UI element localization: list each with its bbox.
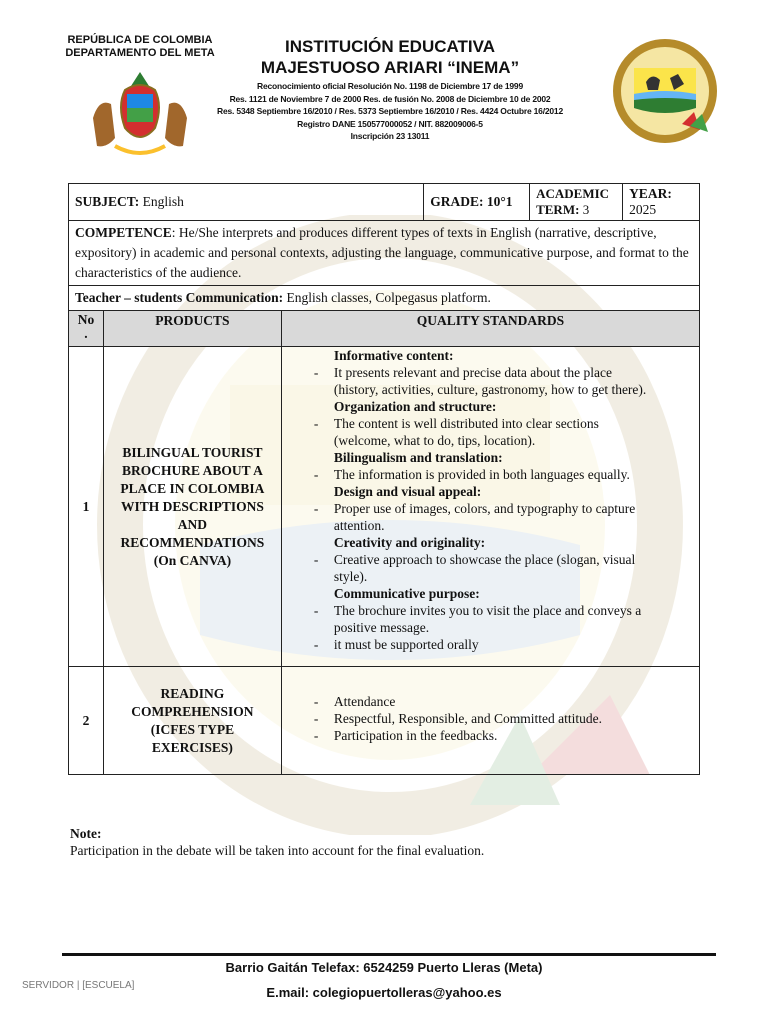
standard-item: - Proper use of images, colors, and typography to capture	[313, 501, 636, 516]
term-label: ACADEMIC	[536, 186, 610, 201]
standard-item: - it must be supported orally	[313, 637, 479, 652]
grade-value: 10°1	[486, 194, 513, 209]
standard-title: Communicative purpose:	[333, 586, 480, 601]
standard-item: - The content is well distributed into clear sections	[313, 416, 599, 431]
standards-cell	[281, 347, 699, 667]
server-label: SERVIDOR | [ESCUELA]	[22, 980, 135, 991]
footer-address: Barrio Gaitán Telefax: 6524259 Puerto Lleras (Meta)	[225, 960, 543, 975]
footer-divider	[62, 953, 716, 956]
standard-title: Organization and structure:	[333, 399, 497, 414]
product-line: READING	[160, 685, 225, 701]
product-line: (ICFES TYPE	[150, 721, 235, 737]
department-crest-icon	[85, 68, 195, 163]
standard-item-continued: style).	[333, 569, 368, 584]
school-logo-icon	[612, 38, 718, 144]
product-line: WITH DESCRIPTIONS	[120, 498, 264, 514]
standard-item-continued: (history, activities, culture, gastronomy, how to get there).	[333, 382, 647, 397]
footer-email: E.mail: colegiopuertolleras@yahoo.es	[266, 985, 502, 1000]
standard-item-text: Attendance	[333, 694, 396, 709]
competence-label: COMPETENCE	[75, 225, 172, 240]
standard-title: Design and visual appeal:	[333, 484, 482, 499]
standard-item-continued: positive message.	[333, 620, 430, 635]
year-value: 2025	[629, 202, 657, 217]
subject-label: SUBJECT:	[75, 194, 140, 209]
product-line: BROCHURE ABOUT A	[122, 462, 263, 478]
communication-text: English classes, Colpegasus platform.	[286, 290, 491, 305]
product-line: BILINGUAL TOURIST	[122, 444, 263, 460]
standard-item-text: The information is provided in both languages equally.	[333, 467, 630, 482]
product-cell	[103, 667, 281, 775]
product-cell	[103, 347, 281, 667]
term-label: TERM:	[536, 202, 580, 217]
inscription-line: Inscripción 23 13011	[350, 131, 430, 141]
institution-line-2: MAJESTUOSO ARIARI “INEMA”	[260, 58, 520, 77]
standard-item-text: The content is well distributed into clear sections	[333, 416, 599, 431]
standard-item-continued: attention.	[333, 518, 385, 533]
product-line: (On CANVA)	[153, 552, 232, 568]
products-header: PRODUCTS	[103, 311, 281, 347]
standard-item-text: Creative approach to showcase the place (slogan, visual	[333, 552, 636, 567]
table-header-row	[69, 311, 700, 347]
standard-item: - The information is provided in both languages equally.	[313, 467, 630, 482]
grade-label: GRADE:	[430, 194, 484, 209]
registration-line: Registro DANE 150577000052 / NIT. 882009006-5	[297, 118, 483, 129]
communication-row	[69, 286, 700, 311]
standard-item-text: It presents relevant and precise data about the place	[333, 365, 612, 380]
standard-item: - Respectful, Responsible, and Committed attitude.	[313, 711, 602, 726]
standards-header: QUALITY STANDARDS	[281, 311, 699, 347]
product-line: EXERCISES)	[151, 739, 233, 755]
institution-line-1: INSTITUCIÓN EDUCATIVA	[285, 37, 495, 56]
product-line: PLACE IN COLOMBIA	[120, 480, 265, 496]
resolution-line: Reconocimiento oficial Resolución No. 1198 de Diciembre 17 de 1999	[257, 81, 523, 91]
note-label: Note:	[70, 826, 102, 841]
table-row	[69, 347, 700, 667]
note-block	[70, 825, 484, 859]
standard-item: - Creative approach to showcase the place (slogan, visual	[313, 552, 636, 567]
standard-item-continued: (welcome, what to do, tips, location).	[333, 433, 536, 448]
competence-row	[69, 221, 700, 286]
year-label: YEAR:	[629, 186, 672, 201]
row-number: 2	[69, 667, 104, 775]
standard-title: Bilingualism and translation:	[333, 450, 503, 465]
no-header: No	[77, 312, 95, 327]
standard-title: Creativity and originality:	[333, 535, 486, 550]
no-header-dot: .	[84, 326, 88, 341]
subject-value: English	[142, 194, 184, 209]
standard-item: - Attendance	[313, 694, 396, 709]
standard-item: - The brochure invites you to visit the place and conveys a	[313, 603, 642, 618]
republic-name: REPÚBLICA DE COLOMBIA	[67, 34, 213, 46]
competence-text: : He/She interprets and produces different types of texts in English (narrative, descriptive, expository) in academic and personal contexts, adjusting the language, communicative purpose, and format to the characteristics of the audience.	[75, 225, 689, 280]
standard-item-text: Respectful, Responsible, and Committed attitude.	[333, 711, 602, 726]
standard-item-text: it must be supported orally	[333, 637, 479, 652]
note-text: Participation in the debate will be taken into account for the final evaluation.	[70, 843, 485, 858]
course-table	[68, 183, 700, 775]
table-row	[69, 667, 700, 775]
institution-block	[200, 36, 580, 143]
standard-item-text: Proper use of images, colors, and typography to capture	[333, 501, 636, 516]
term-value: 3	[582, 202, 590, 217]
standard-item: - Participation in the feedbacks.	[313, 728, 498, 743]
standard-item-text: The brochure invites you to visit the place and conveys a	[333, 603, 642, 618]
product-line: AND	[177, 516, 208, 532]
standard-item-text: Participation in the feedbacks.	[333, 728, 498, 743]
letterhead	[0, 0, 768, 170]
standard-item: - It presents relevant and precise data about the place	[313, 365, 612, 380]
resolution-line: Res. 1121 de Noviembre 7 de 2000 Res. de fusión No. 2008 de Diciembre 10 de 2002	[229, 93, 551, 104]
product-line: RECOMMENDATIONS	[120, 534, 265, 550]
department-name: DEPARTAMENTO DEL META	[65, 47, 215, 59]
row-number: 1	[69, 347, 104, 667]
communication-label: Teacher – students Communication:	[75, 290, 284, 305]
product-line: COMPREHENSION	[131, 703, 254, 719]
standard-title: Informative content:	[333, 348, 454, 363]
resolution-line: Res. 5348 Septiembre 16/2010 / Res. 5373 Septiembre 16/2010 / Res. 4424 Octubre 16/2012	[217, 106, 563, 116]
standards-cell	[281, 667, 699, 775]
subject-row	[69, 184, 700, 221]
